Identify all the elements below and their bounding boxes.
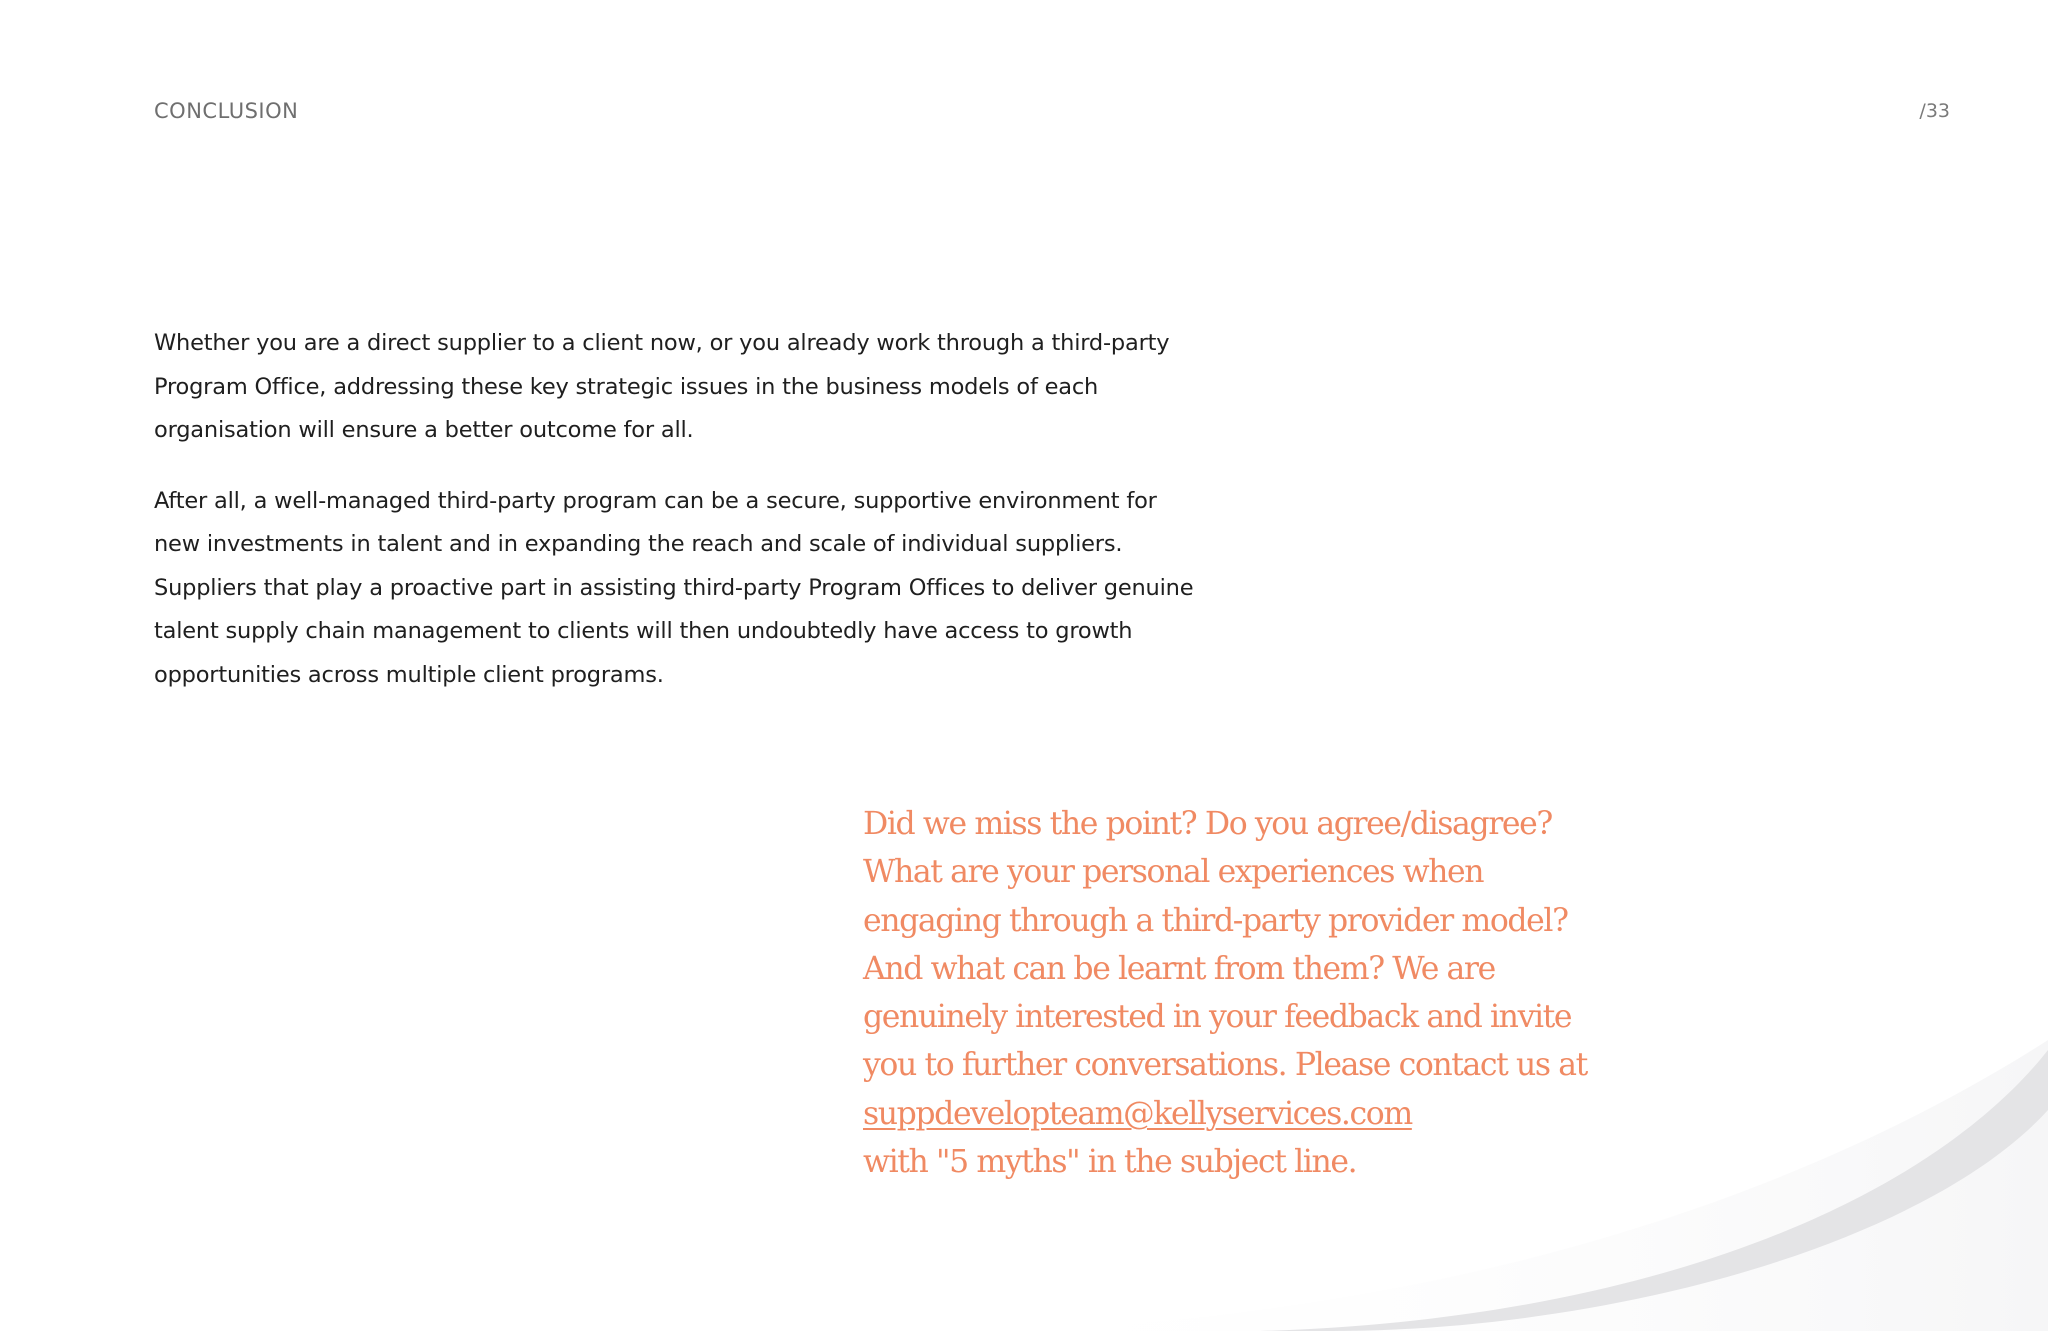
email-link[interactable]: suppdevelopteam@kellyservices.com bbox=[863, 1095, 1412, 1132]
contact-callout bbox=[863, 800, 1623, 1186]
body-paragraph-1: Whether you are a direct supplier to a client now, or you already work through a third-party Program Office, addressing these key strategic issues in the business models of each organisation will ensure a better outcome for all. bbox=[154, 330, 1170, 443]
callout-text: Did we miss the point? Do you agree/disagree? What are your personal experiences when engaging through a third-party provider model? And what can be learnt from them? We are genuinely interested in your feedback and invite you to further conversations. Please contact us at bbox=[863, 806, 1587, 1084]
callout-subject-note: with "5 myths" in the subject line. bbox=[863, 1144, 1357, 1181]
page-number: /33 bbox=[1919, 100, 1950, 122]
section-title: CONCLUSION bbox=[154, 99, 299, 123]
body-paragraph-2: After all, a well-managed third-party program can be a secure, supportive environment for new investments in talent and in expanding the reach and scale of individual suppliers. Suppliers that play a proactive part in assisting third-party Program Offices to deliver genuine talent supply chain management to clients will then undoubtedly have access to growth opportunities across multiple client programs. bbox=[154, 487, 1194, 688]
body-text bbox=[154, 322, 1204, 724]
